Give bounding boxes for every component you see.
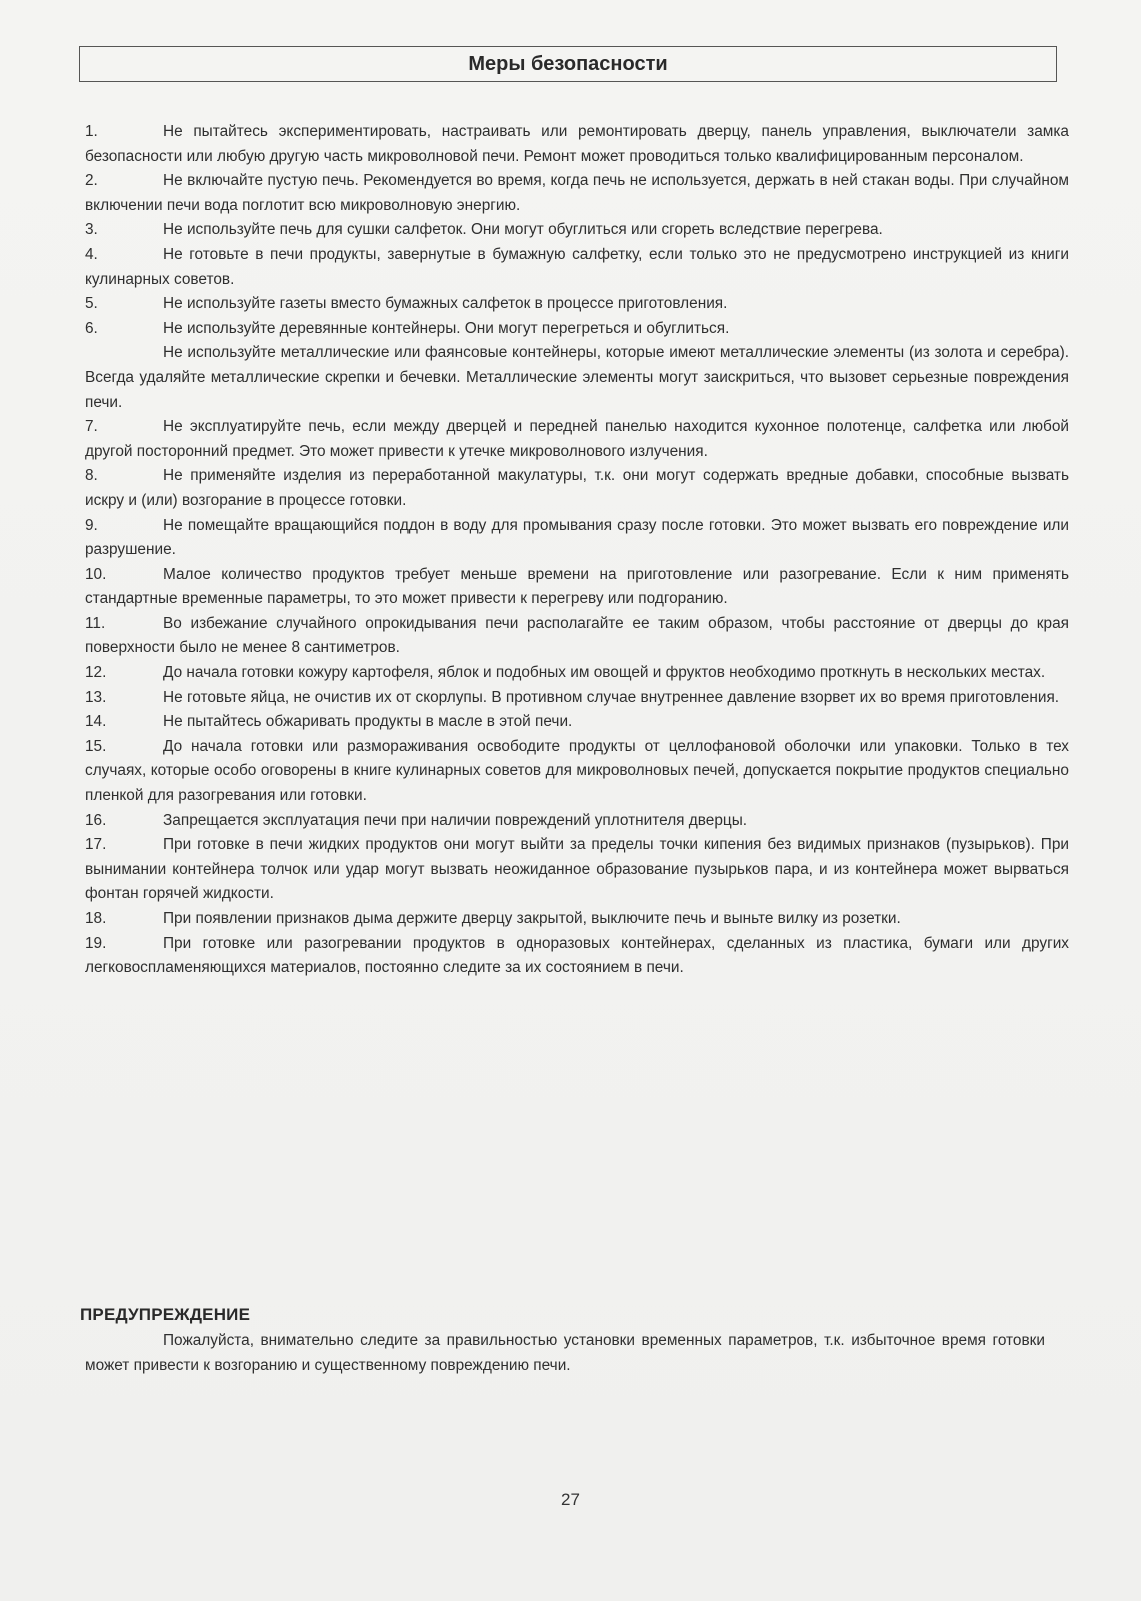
list-item [85,317,1069,342]
item-number: 1. [85,123,98,140]
item-text: Малое количество продуктов требует меньше времени на приготовление или разогревание. Если к ним применять стандартные временные параметры, то это может привести к перегреву или подгоранию. [85,565,1069,608]
page-title: Меры безопасности [79,46,1057,82]
item-text: При готовке или разогревании продуктов в одноразовых контейнерах, сделанных из пластика, бумаги или других легковоспламеняющихся материалов, постоянно следите за их состоянием в печи. [85,934,1069,977]
item-number: 8. [85,467,98,485]
list-item [85,686,1069,711]
list-item [85,710,1069,735]
item-text: Не пытайтесь экспериментировать, настраивать или ремонтировать дверцу, панель управления, выключатели замка безопасности или любую другую часть микроволновой печи. Ремонт может проводиться только квалифицированным персоналом. [85,123,1069,165]
item-number: 7. [85,418,98,436]
item-text: Не используйте металлические или фаянсовые контейнеры, которые имеют металлические элементы (из золота и серебра). Всегда удаляйте металлические скрепки и бечевки. Металлические элементы могут заискриться, что вызовет серьезные повреждения печи. [85,344,1069,411]
item-text: Не включайте пустую печь. Рекомендуется во время, когда печь не используется, держать в ней стакан воды. При случайном включении печи вода поглотит всю микроволновую энергию. [85,172,1069,214]
item-text: Не используйте газеты вместо бумажных салфеток в процессе приготовления. [163,295,728,313]
item-text: Не готовьте яйца, не очистив их от скорлупы. В противном случае внутреннее давление взорвет их во время приготовления. [163,688,1060,706]
item-number: 15. [85,737,107,755]
item-text: При готовке в печи жидких продуктов они могут выйти за пределы точки кипения без видимых признаков (пузырьков). При вынимании контейнера толчок или удар могут вызвать неожиданное образование пузырьков пара, и из контейнера может вырваться фонтан горячей жидкости. [85,836,1069,903]
item-number: 18. [85,910,107,927]
safety-list [85,120,1069,981]
list-item [85,833,1069,907]
list-item [85,218,1069,243]
list-item [85,661,1069,686]
item-number: 3. [85,221,98,239]
item-number: 6. [85,319,98,337]
item-number: 10. [85,565,107,583]
list-item [85,464,1069,513]
item-text: До начала готовки или размораживания освободите продукты от целлофановой оболочки или упаковки. Только в тех случаях, которые особо оговорены в книге кулинарных советов для микроволновых печей, допускается покрытие продуктов специально пленкой для разогревания или готовки. [85,737,1069,805]
item-text: Не используйте деревянные контейнеры. Они могут перегреться и обуглиться. [163,319,730,337]
item-number: 2. [85,172,98,190]
item-number: 5. [85,295,98,313]
list-item [85,907,1069,932]
item-text: При появлении признаков дыма держите дверцу закрытой, выключите печь и выньте вилку из розетки. [163,910,901,927]
item-number: 4. [85,245,98,263]
list-item [85,932,1069,981]
item-number: 9. [85,516,98,534]
item-text: Не готовьте в печи продукты, завернутые в бумажную салфетку, если только это не предусмотрено инструкцией из книги кулинарных советов. [85,245,1069,288]
list-item [85,735,1069,809]
item-text: Не используйте печь для сушки салфеток. Они могут обуглиться или сгореть вследствие перегрева. [163,221,883,239]
list-item [85,169,1069,218]
warning-text: Пожалуйста, внимательно следите за правильностью установки временных параметров, т.к. избыточное время готовки может привести к возгоранию и существенному повреждению печи. [85,1332,1045,1374]
item-text: До начала готовки кожуру картофеля, яблок и подобных им овощей и фруктов необходимо проткнуть в нескольких местах. [163,664,1046,682]
item-number: 14. [85,713,107,731]
item-text: Не применяйте изделия из переработанной макулатуры, т.к. они могут содержать вредные добавки, способные вызвать искру и (или) возгорание в процессе готовки. [85,467,1069,509]
page-number: 27 [561,1490,580,1509]
item-number: 16. [85,811,107,829]
list-item [85,243,1069,292]
list-item [85,563,1069,612]
list-item [85,292,1069,317]
list-item [85,514,1069,563]
item-text: Не пытайтесь обжаривать продукты в масле в этой печи. [163,713,573,731]
warning-heading: ПРЕДУПРЕЖДЕНИЕ [80,1305,251,1324]
item-number: 11. [85,614,106,632]
list-item [85,612,1069,661]
item-text: Во избежание случайного опрокидывания печи располагайте ее таким образом, чтобы расстояние от дверцы до края поверхности было не менее 8 сантиметров. [85,614,1069,657]
item-number: 13. [85,688,107,706]
item-text: Не эксплуатируйте печь, если между дверцей и передней панелью находится кухонное полотенце, салфетка или любой другой посторонний предмет. Это может привести к утечке микроволнового излучения. [85,418,1069,460]
item-number: 12. [85,664,107,682]
list-item [85,809,1069,834]
list-item [85,341,1069,415]
item-text: Не помещайте вращающийся поддон в воду для промывания сразу после готовки. Это может вызвать его повреждение или разрушение. [85,516,1069,559]
list-item [85,120,1069,169]
item-number: 17. [85,836,107,854]
item-text: Запрещается эксплуатация печи при наличии повреждений уплотнителя дверцы. [163,811,748,829]
item-number: 19. [85,934,107,952]
list-item [85,415,1069,464]
